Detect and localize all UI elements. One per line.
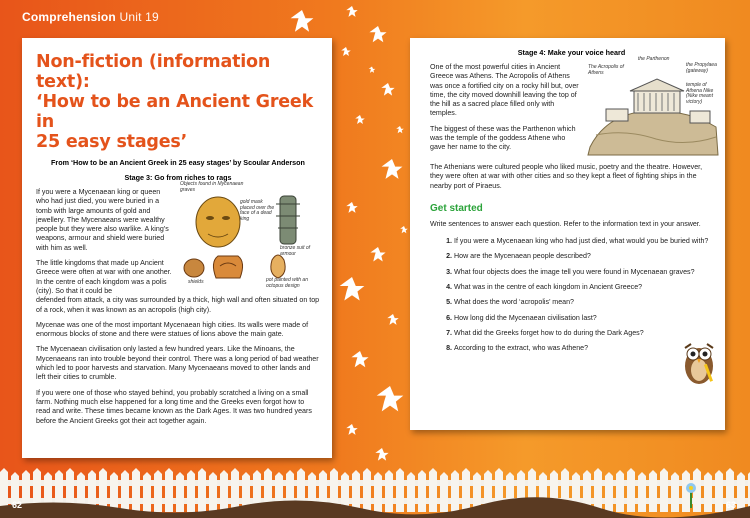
instructions: Write sentences to answer each question. Refer to the information text in your answer.: [430, 219, 701, 228]
caption-armour: bronze suit of armour: [280, 245, 311, 257]
paragraph-1: If you were a Mycenaean king or queen who had just died, you were buried in a tomb with large amounts of gold and jewellery. The Mycenaeans were wealthy people but they were also warlike. A king’s weapons, armour and shield were buried with him as well.: [36, 188, 169, 252]
fence-picket: [154, 470, 162, 512]
caption-gold-mask: gold mask placed over the face of a dead king: [240, 199, 275, 222]
fence-picket: [616, 470, 624, 512]
fence-picket: [429, 468, 437, 512]
fence-picket: [132, 468, 140, 512]
paragraph-2a: The little kingdoms that made up Ancient Greece were often at war with one another. In the centre of each kingdom was a polis (city). So that it could be: [36, 259, 172, 295]
owl-mascot-icon: [681, 334, 717, 386]
athens-paragraph-1: One of the most powerful cities in Ancient Greece was Athens. The Acropolis of Athens was once a fortified city on a rocky hill but, over time, the city moved downhill leaving the top of the hill as a sacred place filled only with temples.: [430, 63, 579, 118]
fence-picket: [363, 468, 371, 512]
fence-picket: [407, 472, 415, 512]
fence-picket: [660, 468, 668, 512]
paragraph-2b: defended from attack, a city was surrounded by a thick, high wall and often situated on top of a rock, when it was known as an acropolis (high city).: [36, 296, 320, 314]
caption-parthenon: the Parthenon: [638, 56, 670, 62]
fence-picket: [594, 468, 602, 512]
question-item: 3. What four objects does the image tell you were found in Mycenaean graves?: [454, 268, 713, 277]
paragraph-5: If you were one of those who stayed behind, you probably scratched a living on a small farm. Nothing much else happened for a long time and the Greeks even forgot how to read and write. These times became known as the Dark Ages. It was two hundred years before the Ancient Greeks got their act together again.: [36, 388, 312, 425]
question-item: 5. What does the word ‘acropolis’ mean?: [454, 298, 713, 307]
fence-picket: [704, 472, 712, 512]
intro-with-illustration: [36, 182, 320, 296]
fence-picket: [198, 468, 206, 512]
fence-picket: [374, 472, 382, 512]
question-list: [430, 237, 713, 353]
page-title: Non-fiction (information text): ‘How to be an Ancient Greek in 25 easy stages’: [36, 52, 314, 152]
athens-paragraph-2: The biggest of these was the Parthenon which was the temple of the goddess Athene who gave her name to the city.: [430, 124, 576, 152]
caption-acropolis: The Acropolis of Athens: [588, 64, 624, 76]
paragraph-4: The Mycenaean civilisation only lasted a few hundred years. Like the Minoans, the Mycenaeans ran into trouble beyond their control. There was a long period of bad weather which led to poor harvests and starvation. Many Mycenaeans moved to other lands and left their cities to crumble.: [36, 345, 319, 382]
fence-picket: [165, 468, 173, 512]
stage-3-heading: Stage 3: Go from riches to rags: [124, 173, 232, 182]
left-page-panel: [22, 38, 332, 458]
header-unit: Unit 19: [119, 10, 159, 24]
athens-with-illustration: [430, 56, 717, 157]
fence-picket: [627, 468, 635, 512]
question-item: 4. What was in the centre of each kingdom in Ancient Greece?: [454, 283, 713, 292]
fence-picket: [737, 472, 745, 512]
fence-picket: [220, 470, 228, 512]
fence-picket: [418, 470, 426, 512]
page-number-left: 62: [12, 500, 23, 510]
fence-picket: [396, 468, 404, 512]
caption-objects-found: Objects found in Mycenaean graves: [180, 181, 244, 193]
acropolis-drawing: [586, 62, 721, 157]
paragraph-3: Mycenae was one of the most important Mycenaean high cities. Its walls were made of enormous blocks of stone and there were statues of lions above the main gate.: [36, 320, 309, 339]
caption-octopus-pot: pot painted with an octopus design: [266, 277, 308, 289]
fence-picket: [638, 472, 646, 512]
fence-picket: [715, 470, 723, 512]
fence-picket: [121, 470, 129, 512]
unit-header: [22, 10, 159, 24]
stage-4-heading: Stage 4: Make your voice heard: [517, 48, 626, 57]
fence-picket: [451, 470, 459, 512]
caption-propylaea: the Propylaea (gateway): [686, 62, 717, 74]
fence-picket: [110, 472, 118, 512]
right-page-panel: [410, 38, 725, 430]
fence-picket: [605, 472, 613, 512]
mycenaean-objects-illustration: [180, 181, 320, 289]
question-item: 1. If you were a Mycenaean king who had just died, what would you be buried with?: [454, 237, 713, 246]
question-item: 2. How are the Mycenaean people described?: [454, 252, 713, 261]
fence-picket: [649, 470, 657, 512]
get-started-heading: Get started: [430, 202, 483, 214]
question-item: 6. How long did the Mycenaean civilisation last?: [454, 314, 713, 323]
fence-picket: [209, 472, 217, 512]
fence-picket: [440, 472, 448, 512]
page-number-right: 63: [725, 500, 736, 510]
fence-picket: [352, 470, 360, 512]
caption-nike-temple: temple of Athena Nike (Nike meant victory): [686, 82, 714, 105]
header-subject: Comprehension: [22, 10, 116, 24]
question-item: 8. According to the extract, who was Athene?: [454, 344, 713, 353]
fence-picket: [231, 468, 239, 512]
picket-fence-decoration: [0, 458, 750, 518]
fence-picket: [187, 470, 195, 512]
fence-picket: [462, 468, 470, 512]
fence-picket: [385, 470, 393, 512]
fence-picket: [671, 472, 679, 512]
fence-picket: [143, 472, 151, 512]
fence-picket: [176, 472, 184, 512]
caption-shields: shields: [188, 279, 204, 285]
acropolis-illustration: [586, 56, 717, 157]
source-byline: From ‘How to be an Ancient Greek in 25 easy stages’ by Scoular Anderson: [51, 158, 305, 167]
athens-paragraph-3: The Athenians were cultured people who liked music, poetry and the theatre. However, they were often at war with other cities and so they kept a fleet of fighting ships in the nearby port of Piraeus.: [430, 163, 703, 190]
question-item: 7. What did the Greeks forget how to do during the Dark Ages?: [454, 329, 713, 338]
